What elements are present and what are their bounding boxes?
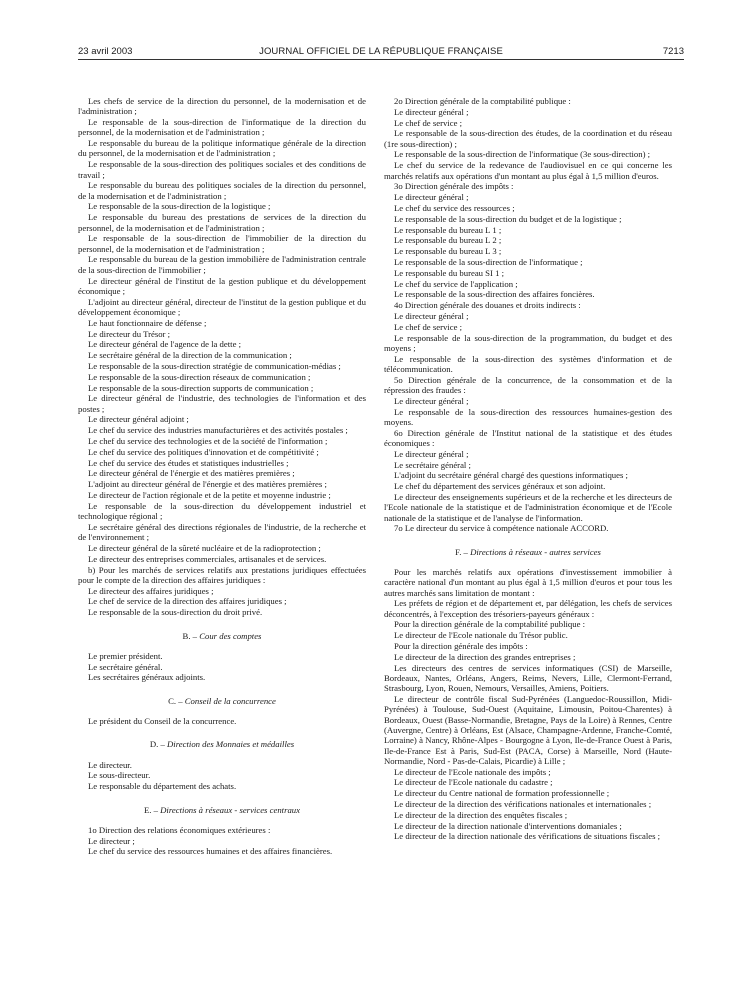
paragraph: Le directeur de l'Ecole nationale des impôts ;: [394, 766, 551, 777]
paragraph: Le directeur général de la sûreté nucléaire et de la radioprotection ;: [88, 542, 321, 553]
paragraph: Le directeur ;: [88, 835, 135, 846]
page-header: [78, 46, 684, 60]
paragraph: Le directeur du Centre national de formation professionnelle ;: [394, 788, 610, 799]
section-letter: F. –: [455, 546, 471, 557]
paragraph: 5o Direction générale de la concurrence, de la consommation et de la répression des fraudes :: [384, 374, 672, 396]
paragraph: Le directeur.: [88, 759, 132, 770]
section-title: Directions à réseaux - autres services: [470, 546, 601, 557]
paragraph: Le directeur général adjoint ;: [88, 414, 189, 425]
section-title: Cour des comptes: [199, 630, 262, 641]
paragraph: Le secrétaire général des directions régionales de l'industrie, de la recherche et de l'environnement ;: [78, 521, 366, 543]
paragraph: Le directeur général de l'industrie, des technologies de l'information et des postes ;: [78, 393, 366, 414]
paragraph: Les directeurs des centres de services informatiques (CSI) de Marseille, Bordeaux, Nantes, Orléans, Angers, Reims, Nevers, Lille, Clermont-Ferrand, Strasbourg, Lyon, Rouen, Nemours, Versailles, Amiens, Poitiers.: [384, 662, 672, 694]
paragraph: Le haut fonctionnaire de défense ;: [88, 317, 207, 328]
section-title: Direction des Monnaies et médailles: [167, 739, 295, 750]
paragraph: Le chef du service des études et statistiques industrielles ;: [88, 457, 289, 468]
paragraph: Le responsable de la sous-direction des systèmes d'information et de télécommunication.: [384, 353, 672, 374]
paragraph: Pour la direction générale des impôts :: [394, 641, 528, 652]
section-heading: [384, 547, 672, 557]
paragraph: Le directeur de la direction des vérifications nationales et internationales ;: [394, 799, 652, 809]
paragraph: Le responsable de la sous-direction de l'informatique de la direction du personnel, de la modernisation et de l'administration ;: [78, 117, 366, 138]
paragraph: Les préfets de région et de département et, par délégation, les chefs de services déconcentrés, à l'exception des trésoriers-payeurs généraux :: [384, 598, 672, 619]
paragraph: Le secrétaire général ;: [394, 459, 471, 470]
header-page-number: 7213: [662, 46, 684, 57]
paragraph: Le directeur général de l'institut de la gestion publique et du développement économique ;: [78, 275, 366, 296]
paragraph: L'adjoint au directeur général de l'énergie et des matières premières ;: [88, 479, 327, 490]
paragraph: Le responsable de la sous-direction de l'informatique ;: [394, 256, 583, 267]
paragraph: Le responsable du bureau des politiques sociales de la direction du personnel, de la modernisation et de l'administration ;: [78, 180, 366, 201]
header-date: 23 avril 2003: [78, 46, 133, 57]
paragraph: 2o Direction générale de la comptabilité publique :: [394, 96, 571, 106]
paragraph: Le responsable du bureau L 1 ;: [394, 224, 502, 235]
paragraph: Le responsable de la sous-direction de la programmation, du budget et des moyens ;: [384, 332, 672, 353]
section-letter: E. –: [143, 804, 161, 815]
paragraph: Le chef du service des industries manufacturières et des activités postales ;: [88, 425, 348, 436]
paragraph: Le directeur général ;: [394, 192, 469, 203]
paragraph: Le responsable du département des achats.: [88, 781, 237, 792]
paragraph: 4o Direction générale des douanes et droits indirects :: [394, 300, 581, 311]
paragraph: Le responsable du bureau de la politique informatique générale de la direction du personnel, de la modernisation et de l'administration ;: [78, 138, 366, 159]
section-letter: B. –: [182, 630, 200, 641]
paragraph: Le chef du service des technologies et de la société de l'information ;: [88, 436, 328, 446]
paragraph: Le responsable de la sous-direction des politiques sociales et des conditions de travail ;: [78, 159, 366, 180]
paragraph: Le responsable de la sous-direction du droit privé.: [88, 607, 263, 618]
paragraph: Pour les marchés relatifs aux opérations d'investissement immobilier à caractère national d'un montant au plus égal à 1,5 million d'euros et pour tous les autres marchés sans limitation de montant :: [384, 566, 672, 598]
paragraph: Le responsable de la sous-direction stratégie de communication-médias ;: [88, 360, 341, 371]
paragraph: Le président du Conseil de la concurrence.: [88, 716, 237, 727]
paragraph: Le directeur général ;: [394, 395, 469, 406]
paragraph: Le secrétaire général de la direction de la communication ;: [88, 350, 292, 361]
paragraph: Le chef du département des services généraux et son adjoint.: [394, 481, 606, 492]
paragraph: Le responsable de la sous-direction réseaux de communication ;: [88, 371, 311, 382]
section-letter: C. –: [168, 695, 185, 706]
paragraph: Le responsable de la sous-direction du développement industriel et technologique régional ;: [78, 500, 366, 522]
paragraph: Le responsable de la sous-direction de l'immobilier de la direction du personnel, de la modernisation et de l'administration ;: [78, 233, 366, 254]
paragraph: Le responsable de la sous-direction du budget et de la logistique ;: [394, 213, 622, 224]
right-column: [384, 96, 672, 842]
paragraph: Le directeur de la direction nationale d'interventions domaniales ;: [394, 820, 622, 831]
paragraph: Le directeur des affaires juridiques ;: [88, 585, 214, 596]
section-heading: [78, 696, 366, 706]
paragraph: 1o Direction des relations économiques extérieures :: [88, 824, 271, 835]
paragraph: Le responsable de la sous-direction des ressources humaines-gestion des moyens.: [384, 406, 672, 427]
paragraph: Le directeur de l'Ecole nationale du Trésor public.: [394, 630, 568, 641]
paragraph: Le directeur général de l'énergie et des matières premières ;: [88, 468, 295, 479]
left-column: [78, 96, 366, 857]
paragraph: Le responsable de la sous-direction de la logistique ;: [88, 201, 271, 212]
section-heading: [78, 739, 366, 749]
paragraph: Le responsable de la sous-direction des études, de la coordination et du réseau (1re sous-direction) ;: [384, 128, 672, 149]
paragraph: Le chef de service de la direction des affaires juridiques ;: [88, 596, 287, 607]
paragraph: Le secrétaire général.: [88, 661, 163, 672]
paragraph: Le directeur des enseignements supérieurs et de la recherche et les directeurs de l'Ecole nationale de la statistique et de l'administration économique et de l'Ecole nationale de la statistique et de l'analyse de l'information.: [384, 491, 672, 523]
paragraph: Le directeur général ;: [394, 448, 469, 459]
header-journal-title: JOURNAL OFFICIEL DE LA RÉPUBLIQUE FRANÇAISE: [259, 46, 503, 57]
header-rule: [78, 59, 684, 60]
paragraph: Le responsable du bureau des prestations de services de la direction du personnel, de la modernisation et de l'administration ;: [78, 212, 366, 233]
section-title: Directions à réseaux - services centraux: [160, 804, 300, 815]
paragraph: b) Pour les marchés de services relatifs aux prestations juridiques effectuées pour le compte de la direction des affaires juridiques :: [78, 564, 366, 585]
paragraph: Le responsable du bureau SI 1 ;: [394, 267, 505, 278]
paragraph: Le chef du service de la redevance de l'audiovisuel en ce qui concerne les marchés relatifs aux opérations d'un montant au plus égal à 1,5 million d'euros.: [384, 160, 672, 181]
paragraph: Le chef de service ;: [394, 321, 463, 332]
paragraph: Le directeur général ;: [394, 310, 469, 321]
paragraph: 3o Direction générale des impôts :: [394, 181, 514, 192]
paragraph: Le directeur du Trésor ;: [88, 328, 171, 339]
paragraph: 6o Direction générale de l'Institut national de la statistique et des études économiques :: [384, 427, 672, 448]
paragraph: Les chefs de service de la direction du personnel, de la modernisation et de l'administration ;: [78, 96, 366, 117]
paragraph: Le responsable du bureau L 3 ;: [394, 246, 502, 257]
paragraph: Pour la direction générale de la comptabilité publique :: [394, 619, 586, 630]
paragraph: Le directeur de l'action régionale et de la petite et moyenne industrie ;: [88, 489, 331, 500]
paragraph: L'adjoint au directeur général, directeur de l'institut de la gestion publique et du développement économique ;: [78, 296, 366, 317]
paragraph: Le responsable du bureau de la gestion immobilière de l'administration centrale de la sous-direction de l'immobilier ;: [78, 254, 366, 275]
section-heading: [78, 805, 366, 815]
paragraph: Le chef de service ;: [394, 117, 463, 128]
paragraph: Le premier président.: [88, 650, 163, 661]
paragraph: Le responsable du bureau L 2 ;: [394, 235, 502, 246]
paragraph: Le directeur général ;: [394, 106, 469, 117]
paragraph: Le directeur de la direction des grandes entreprises ;: [394, 651, 576, 662]
section-title: Conseil de la concurrence: [184, 695, 276, 706]
paragraph: Le chef du service des ressources ;: [394, 202, 515, 213]
paragraph: Le responsable de la sous-direction supports de communication ;: [88, 382, 314, 393]
paragraph: Le sous-directeur.: [88, 770, 151, 781]
section-heading: [78, 631, 366, 641]
paragraph: 7o Le directeur du service à compétence nationale ACCORD.: [394, 523, 609, 534]
paragraph: Le chef du service des ressources humaines et des affaires financières.: [88, 846, 333, 857]
paragraph: Le directeur de contrôle fiscal Sud-Pyrénées (Languedoc-Roussillon, Midi-Pyrénées) à Toulouse, Sud-Ouest (Aquitaine, Limousin, Poitou-Charentes) à Bordeaux, Ouest (Basse-Normandie, Bretagne, Pays de la Loire) à Rennes, Centre (Auvergne, Centre) à Orléans, Est (Alsace, Champagne-Ardenne, Franche-Comté, Lorraine) à Nancy, Rhône-Alpes - Bourgogne à Lyon, Ile-de-France Ouest à Paris, Ile-de-France Est à Paris, Sud-Est (PACA, Corse) à Marseille, Nord (Haute-Normandie, Nord - Pas-de-Calais, Picardie) à Lille ;: [384, 694, 672, 766]
paragraph: Le directeur des entreprises commerciales, artisanales et de services.: [88, 553, 327, 564]
paragraph: Le responsable de la sous-direction des affaires foncières.: [394, 289, 595, 300]
paragraph: L'adjoint du secrétaire général chargé des questions informatiques ;: [394, 470, 628, 481]
paragraph: Le directeur de la direction des enquêtes fiscales ;: [394, 809, 568, 820]
paragraph: Le directeur de la direction nationale des vérifications de situations fiscales ;: [394, 831, 661, 842]
paragraph: Le directeur de l'Ecole nationale du cadastre ;: [394, 777, 553, 788]
paragraph: Les secrétaires généraux adjoints.: [88, 672, 206, 683]
paragraph: Le chef du service des politiques d'innovation et de compétitivité ;: [88, 446, 319, 457]
paragraph: Le directeur général de l'agence de la dette ;: [88, 339, 242, 350]
section-letter: D. –: [149, 739, 168, 750]
paragraph: Le chef du service de l'application ;: [394, 278, 518, 289]
paragraph: Le responsable de la sous-direction de l'informatique (3e sous-direction) ;: [394, 149, 651, 160]
